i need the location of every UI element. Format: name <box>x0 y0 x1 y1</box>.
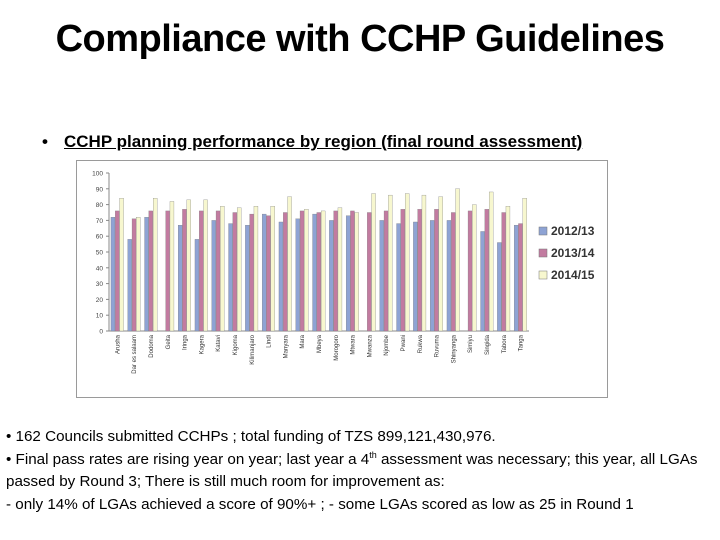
x-category-label: Dar es salaam <box>132 335 139 374</box>
summary-superscript: th <box>369 449 377 460</box>
bar-2012-13 <box>245 225 249 331</box>
summary-text <box>6 426 716 516</box>
bar-2014-15 <box>304 209 308 331</box>
x-category-label: Shinyanga <box>451 335 458 364</box>
bar-2013-14 <box>384 211 388 331</box>
bar-2012-13 <box>111 217 115 331</box>
x-category-label: Kilimanjaro <box>249 335 256 365</box>
x-category-label: Mwanza <box>367 335 374 358</box>
bar-2014-15 <box>422 195 426 331</box>
bar-2012-13 <box>296 219 300 331</box>
summary-line-funding: • 162 Councils submitted CCHPs ; total funding of TZS 899,121,430,976. <box>6 428 496 445</box>
bar-2013-14 <box>115 211 119 331</box>
bar-2014-15 <box>439 197 443 331</box>
bar-2014-15 <box>372 194 376 331</box>
chart-caption <box>42 132 582 152</box>
y-tick-label: 60 <box>95 233 103 241</box>
bar-2012-13 <box>329 220 333 331</box>
bar-2014-15 <box>187 200 191 331</box>
legend-label: 2013/14 <box>551 246 595 260</box>
x-category-label: Mtwara <box>350 335 357 355</box>
bar-2014-15 <box>237 208 241 331</box>
legend-swatch <box>539 227 547 235</box>
bar-2012-13 <box>481 231 485 331</box>
bar-2013-14 <box>518 224 522 331</box>
summary-line-improvement: - only 14% of LGAs achieved a score of 90%+ ; - some LGAs scored as low as 25 in Round 1 <box>6 495 634 513</box>
x-category-label: Mara <box>300 335 307 349</box>
x-category-label: Kigoma <box>233 335 239 356</box>
bar-2014-15 <box>388 195 392 331</box>
bar-2012-13 <box>178 225 182 331</box>
y-tick-label: 90 <box>95 186 103 194</box>
bar-2012-13 <box>128 239 132 331</box>
bar-2013-14 <box>451 213 455 332</box>
y-tick-label: 0 <box>99 328 103 336</box>
bar-2012-13 <box>212 220 216 331</box>
bar-2014-15 <box>355 213 359 332</box>
bar-2014-15 <box>254 206 258 331</box>
x-category-label: Singida <box>485 335 491 356</box>
bar-2013-14 <box>300 211 304 331</box>
bar-2013-14 <box>182 209 186 331</box>
bar-2013-14 <box>216 211 220 331</box>
legend-label: 2012/13 <box>551 224 595 238</box>
x-category-label: Kagera <box>199 335 206 355</box>
summary-line-pass-rates-b: assessment was necessary; this year, all LGAs passed by Round 3; There is still much room for improvement as: <box>6 450 698 490</box>
bar-2014-15 <box>456 189 460 331</box>
bar-2014-15 <box>271 206 275 331</box>
bar-2014-15 <box>220 206 224 331</box>
bar-2012-13 <box>380 220 384 331</box>
bar-2013-14 <box>250 214 254 331</box>
y-tick-label: 50 <box>95 249 103 257</box>
x-category-label: Katavi <box>216 335 223 352</box>
x-category-label: Lindi <box>266 335 273 348</box>
bar-2014-15 <box>153 198 157 331</box>
bar-2014-15 <box>170 201 174 331</box>
x-category-label: Manyara <box>283 335 290 359</box>
x-category-label: Morogoro <box>333 335 340 361</box>
bar-2012-13 <box>346 216 350 331</box>
x-category-label: Rukwa <box>417 335 424 354</box>
bar-chart <box>76 160 608 398</box>
x-category-label: Simiyu <box>468 335 475 354</box>
y-tick-label: 40 <box>95 265 103 273</box>
bar-2014-15 <box>136 217 140 331</box>
bar-2014-15 <box>120 198 124 331</box>
bar-2013-14 <box>434 209 438 331</box>
bar-2013-14 <box>166 211 170 331</box>
bar-2014-15 <box>472 205 476 331</box>
slide-title: Compliance with CCHP Guidelines <box>55 18 665 60</box>
bar-2012-13 <box>145 217 149 331</box>
bar-2014-15 <box>204 200 208 331</box>
bar-2013-14 <box>149 211 153 331</box>
bar-2012-13 <box>514 225 518 331</box>
bar-2014-15 <box>288 197 292 331</box>
bar-2014-15 <box>506 206 510 331</box>
chart-svg <box>77 161 607 397</box>
bar-2013-14 <box>485 209 489 331</box>
x-category-label: Mbeya <box>317 335 323 354</box>
bar-2012-13 <box>397 224 401 331</box>
x-category-label: Ruvuma <box>434 335 441 358</box>
x-category-label: Tabora <box>501 335 508 354</box>
bar-2012-13 <box>279 222 283 331</box>
x-category-label: Tanga <box>518 335 525 352</box>
y-tick-label: 70 <box>95 217 103 225</box>
bar-2013-14 <box>367 213 371 332</box>
bar-2013-14 <box>199 211 203 331</box>
bar-2013-14 <box>502 213 506 332</box>
bar-2012-13 <box>413 222 417 331</box>
bar-2013-14 <box>233 213 237 332</box>
y-tick-label: 80 <box>95 202 103 210</box>
bar-2013-14 <box>401 209 405 331</box>
summary-line-pass-rates-a: • Final pass rates are rising year on year; last year a 4 <box>6 450 370 468</box>
bar-2013-14 <box>266 216 270 331</box>
bar-2013-14 <box>283 213 287 332</box>
bar-2014-15 <box>523 198 527 331</box>
bar-2014-15 <box>338 208 342 331</box>
x-category-label: Geita <box>165 335 172 350</box>
y-tick-label: 30 <box>95 281 103 289</box>
bar-2012-13 <box>497 243 501 331</box>
legend-swatch <box>539 271 547 279</box>
x-category-label: Iringa <box>182 335 189 351</box>
y-tick-label: 100 <box>92 170 103 178</box>
chart-caption-text: CCHP planning performance by region (final round assessment) <box>64 132 583 151</box>
y-tick-label: 10 <box>95 312 103 320</box>
bar-2014-15 <box>489 192 493 331</box>
bar-2012-13 <box>430 220 434 331</box>
legend-label: 2014/15 <box>551 268 595 282</box>
bar-2012-13 <box>195 239 199 331</box>
bullet-marker: • <box>42 132 48 151</box>
bar-2013-14 <box>468 211 472 331</box>
bar-2013-14 <box>334 211 338 331</box>
bar-2013-14 <box>350 211 354 331</box>
y-tick-label: 20 <box>95 296 103 304</box>
x-category-label: Pwani <box>401 335 407 352</box>
bar-2014-15 <box>321 211 325 331</box>
bar-2012-13 <box>313 214 317 331</box>
bar-2012-13 <box>447 220 451 331</box>
bar-2013-14 <box>132 219 136 331</box>
bar-2014-15 <box>405 194 409 331</box>
summary-line-pass-rates <box>6 449 716 494</box>
bar-2013-14 <box>317 213 321 332</box>
x-category-label: Arusha <box>115 335 122 355</box>
legend-swatch <box>539 249 547 257</box>
bar-2012-13 <box>262 214 266 331</box>
bar-2012-13 <box>229 224 233 331</box>
bar-2013-14 <box>418 209 422 331</box>
x-category-label: Dodoma <box>149 335 155 358</box>
x-category-label: Njombe <box>384 335 391 356</box>
